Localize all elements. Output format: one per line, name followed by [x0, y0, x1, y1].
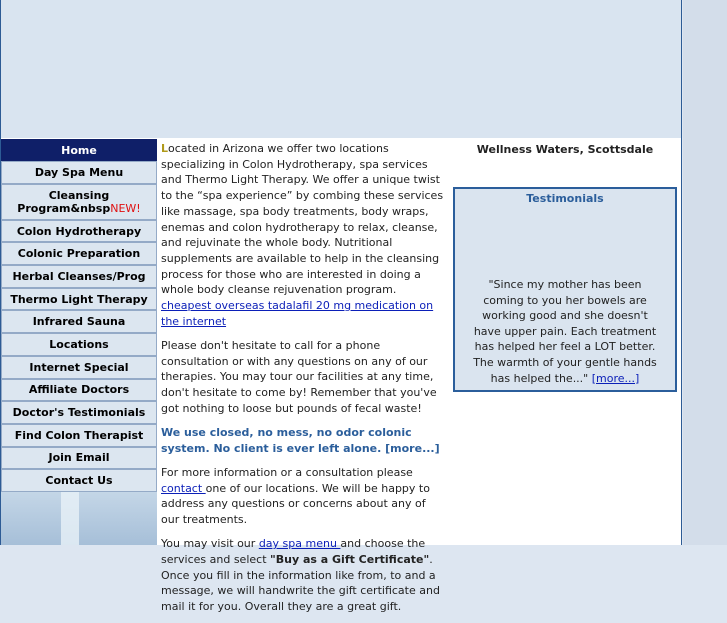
nav-item-infrared-sauna[interactable]	[1, 310, 157, 333]
sidebar-nav	[1, 139, 157, 492]
nav-item-contact-us[interactable]	[1, 469, 157, 492]
contact-text: For more information or a consultation please	[161, 465, 413, 479]
location-title: Wellness Waters, Scottsdale	[476, 143, 654, 156]
nav-label: Affiliate Doctors	[28, 383, 130, 397]
new-badge: NEW!	[110, 201, 141, 215]
nav-label: Herbal Cleanses/Prog	[12, 269, 146, 283]
contact-text-end: one of our locations. We will be happy to address any questions or concerns about any of our treatments.	[161, 481, 430, 526]
nav-item-internet-special[interactable]	[1, 356, 157, 379]
contact-link[interactable]: contact	[161, 481, 206, 495]
nav-label: Cleansing	[48, 188, 110, 202]
page-background-strip	[683, 0, 727, 545]
nav-item-day-spa-menu[interactable]	[1, 161, 157, 184]
nav-label: Colon Hydrotherapy	[16, 224, 142, 238]
nav-item-colonic-preparation[interactable]	[1, 242, 157, 265]
nav-item-thermo-light-therapy[interactable]	[1, 288, 157, 311]
testimonial-quote	[467, 277, 663, 386]
more-link[interactable]: [more...]	[385, 441, 440, 455]
intro-text: ocated in Arizona we offer two locations specializing in Colon Hydrotherapy, spa services and Thermo Light Therapy. We offer a unique twist to the “spa experience” by combing these services like massage, spa body treatments, body wraps, enemas and colon hydrotherapy to relax, cleanse, and rejuvinate the whole body. Nutritional supplements are available to help in the cleansing process for those who are interested in doing a whole body cleanse rejuvenation program.	[161, 142, 444, 297]
closed-system-paragraph	[161, 425, 447, 456]
main-content	[161, 141, 447, 623]
nav-label-line2	[17, 202, 140, 215]
day-spa-menu-link[interactable]: day spa menu	[258, 537, 341, 551]
nav-label: Program&nbsp	[17, 201, 111, 215]
consultation-paragraph: Please don't hesitate to call for a phone consultation or with any questions on any of our therapies. You may tour our facilities at any time, don't hesitate to come by! Remember that you've got nothing to loose but pounds of fecal waste!	[161, 338, 437, 415]
nav-item-cleansing-program[interactable]	[1, 184, 157, 220]
drop-letter: L	[161, 142, 169, 155]
nav-label: Contact Us	[45, 474, 113, 488]
nav-label: Internet Special	[29, 360, 129, 374]
nav-label: Infrared Sauna	[32, 315, 126, 329]
gift-certificate-label: "Buy as a Gift Certificate"	[270, 552, 430, 566]
right-column	[453, 141, 677, 385]
nav-label: Doctor's Testimonials	[12, 406, 146, 420]
contact-paragraph	[161, 465, 447, 528]
intro-paragraph	[161, 141, 447, 329]
nav-item-colon-hydrotherapy[interactable]	[1, 220, 157, 243]
closed-system-text: We use closed, no mess, no odor colonic system. No client is ever left alone.	[161, 425, 412, 455]
nav-label: Colonic Preparation	[17, 247, 141, 261]
nav-label: Home	[61, 143, 97, 157]
gift-text-end: . Once you fill in the information like from, to and a message, we will handwrite the gift certificate and mail it for you. Overall they are a great gift.	[161, 552, 440, 613]
testimonials-box	[453, 187, 677, 392]
testimonial-more-link[interactable]: [more...]	[591, 371, 640, 385]
nav-item-home[interactable]	[1, 139, 157, 161]
nav-item-find-colon-therapist[interactable]	[1, 424, 157, 447]
tadalafil-link[interactable]: cheapest overseas tadalafil 20 mg medication on the internet	[161, 299, 434, 328]
nav-item-affiliate-doctors[interactable]	[1, 379, 157, 402]
gift-text-mid: and choose the services and select	[161, 537, 426, 566]
nav-item-herbal-cleanses[interactable]	[1, 265, 157, 288]
sidebar-photo	[1, 492, 157, 545]
gift-text: You may visit our	[161, 537, 259, 551]
testimonials-title: Testimonials	[526, 192, 604, 205]
gift-paragraph	[161, 536, 447, 615]
nav-label: Thermo Light Therapy	[10, 292, 148, 306]
nav-item-join-email[interactable]	[1, 447, 157, 470]
nav-label: Join Email	[48, 451, 110, 465]
nav-item-locations[interactable]	[1, 333, 157, 356]
nav-item-doctors-testimonials[interactable]	[1, 401, 157, 424]
nav-label: Day Spa Menu	[34, 165, 124, 179]
nav-label: Locations	[49, 337, 109, 351]
nav-label: Find Colon Therapist	[14, 428, 144, 442]
photo-highlight	[61, 492, 79, 545]
testimonial-text: "Since my mother has been coming to you her bowels are working good and she doesn't have upper pain. Each treatment has helped her feel a LOT better. The warmth of your gentle hands has helped the..."	[473, 278, 657, 385]
